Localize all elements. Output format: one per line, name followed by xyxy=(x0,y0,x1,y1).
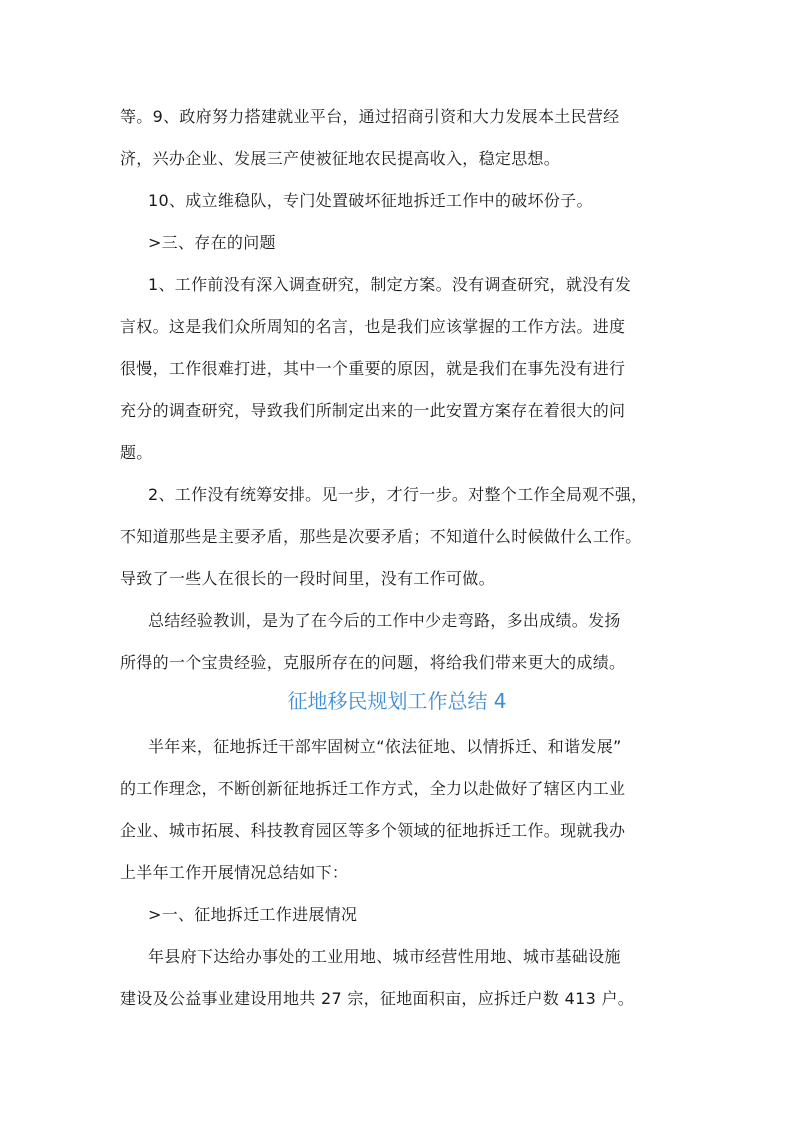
section-title: >三、存在的问题 xyxy=(148,233,276,252)
body-line: 的工作理念，不断创新征地拆迁工作方式，全力以赴做好了辖区内工业 xyxy=(120,779,626,798)
section-title: >一、征地拆迁工作进展情况 xyxy=(148,905,358,924)
body-line: 充分的调查研究，导致我们所制定出来的一此安置方案存在着很大的问 xyxy=(120,401,626,420)
body-line: 不知道那些是主要矛盾，那些是次要矛盾；不知道什么时候做什么工作。 xyxy=(120,527,642,546)
body-line: 言权。这是我们众所周知的名言，也是我们应该掌握的工作方法。进度 xyxy=(120,317,626,336)
body-line: 题。 xyxy=(120,443,153,462)
body-line: 很慢，工作很难打进，其中一个重要的原因，就是我们在事先没有进行 xyxy=(120,359,626,378)
body-line: 2、工作没有统筹安排。见一步，才行一步。对整个工作全局观不强， xyxy=(148,485,648,504)
section-heading: 征地移民规划工作总结 4 xyxy=(287,689,507,713)
body-line: 半年来，征地拆迁干部牢固树立“依法征地、以情拆迁、和谐发展” xyxy=(148,737,622,756)
body-line: 济，兴办企业、发展三产使被征地农民提高收入，稳定思想。 xyxy=(120,149,561,168)
body-line: 等。9、政府努力搭建就业平台，通过招商引资和大力发展本土民营经 xyxy=(120,107,620,126)
body-line: 所得的一个宝贵经验，克服所存在的问题，将给我们带来更大的成绩。 xyxy=(120,653,626,672)
body-line: 1、工作前没有深入调查研究，制定方案。没有调查研究，就没有发 xyxy=(148,275,632,294)
body-line: 年县府下达给办事处的工业用地、城市经营性用地、城市基础设施 xyxy=(148,947,621,966)
body-line: 总结经验教训，是为了在今后的工作中少走弯路，多出成绩。发扬 xyxy=(148,611,621,630)
body-line: 导致了一些人在很长的一段时间里，没有工作可做。 xyxy=(120,569,495,588)
body-line: 企业、城市拓展、科技教育园区等多个领域的征地拆迁工作。现就我办 xyxy=(120,821,626,840)
body-line: 建设及公益事业建设用地共 27 宗，征地面积亩，应拆迁户数 413 户。 xyxy=(120,989,635,1008)
body-line: 10、成立维稳队，专门处置破坏征地拆迁工作中的破坏份子。 xyxy=(148,191,593,210)
body-line: 上半年工作开展情况总结如下： xyxy=(120,863,349,882)
